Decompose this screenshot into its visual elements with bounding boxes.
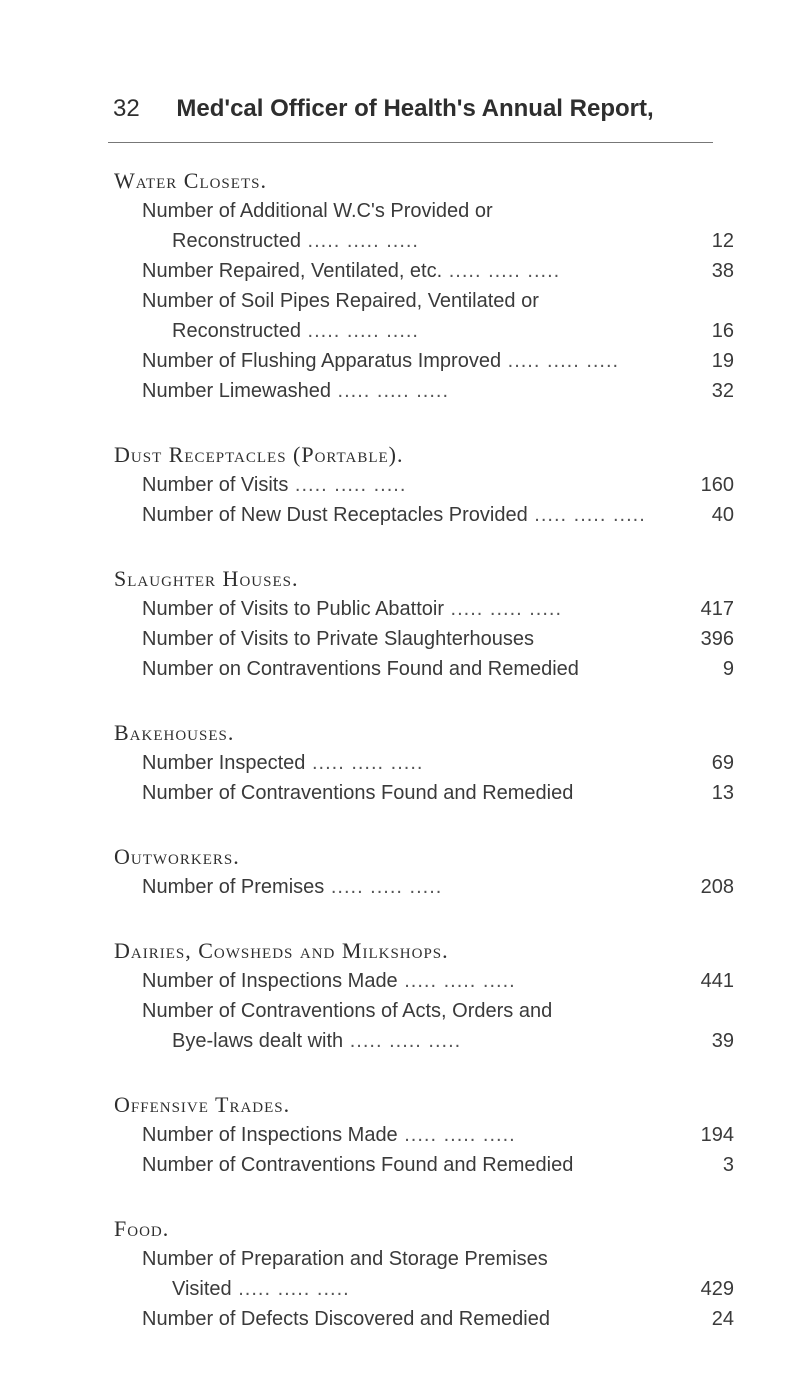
header-rule bbox=[108, 142, 713, 143]
section-title: Bakehouses. bbox=[114, 720, 235, 745]
section-title: Dust Receptacles (Portable). bbox=[114, 442, 404, 467]
section-title: Water Closets. bbox=[114, 168, 267, 193]
stat-label: Number of Flushing Apparatus Improved ..... bbox=[142, 346, 674, 376]
report-section bbox=[114, 1090, 734, 1180]
section-title: Dairies, Cowsheds and Milkshops. bbox=[114, 938, 449, 963]
stat-row bbox=[114, 470, 734, 500]
stat-row bbox=[114, 778, 734, 808]
report-section bbox=[114, 842, 734, 902]
page-header bbox=[113, 95, 713, 123]
stat-row bbox=[114, 1274, 734, 1304]
stat-label: Number of Defects Discovered and Remedied bbox=[142, 1308, 550, 1330]
stat-row bbox=[114, 376, 734, 406]
stat-row bbox=[114, 1304, 734, 1334]
stat-label: Number of Contraventions Found and Remedied bbox=[142, 1154, 574, 1176]
stat-label: Reconstructed ..... bbox=[172, 316, 674, 346]
stat-value: 24 bbox=[711, 1308, 734, 1330]
stat-value: 39 bbox=[711, 1030, 734, 1052]
stat-value: 441 bbox=[700, 970, 734, 992]
stat-label: Number Limewashed ..... bbox=[142, 376, 674, 406]
stat-value: 429 bbox=[700, 1278, 734, 1300]
stat-row bbox=[114, 1150, 734, 1180]
stat-row bbox=[114, 256, 734, 286]
stat-label: Number of Visits to Public Abattoir ..... bbox=[142, 594, 674, 624]
stat-row bbox=[114, 196, 734, 226]
stat-value: 194 bbox=[700, 1124, 734, 1146]
stat-row bbox=[114, 624, 734, 654]
stat-value: 40 bbox=[711, 504, 734, 526]
stat-label: Reconstructed ..... bbox=[172, 226, 674, 256]
stat-label: Number of Soil Pipes Repaired, Ventilated or bbox=[142, 290, 539, 312]
stat-value: 16 bbox=[711, 320, 734, 342]
report-title: Med'cal Officer of Health's Annual Report, bbox=[176, 95, 654, 122]
stat-label: Number on Contraventions Found and Remedied bbox=[142, 658, 579, 680]
stat-label: Number of Preparation and Storage Premises bbox=[142, 1248, 548, 1270]
stat-row bbox=[114, 316, 734, 346]
stat-row bbox=[114, 966, 734, 996]
section-title: Slaughter Houses. bbox=[114, 566, 299, 591]
stat-label: Number of Visits ..... bbox=[142, 470, 674, 500]
stat-value: 38 bbox=[711, 260, 734, 282]
stat-label: Number Repaired, Ventilated, etc. ..... bbox=[142, 256, 674, 286]
stat-value: 12 bbox=[711, 230, 734, 252]
page-number: 32 bbox=[113, 95, 140, 122]
stat-row bbox=[114, 1244, 734, 1274]
stat-row bbox=[114, 996, 734, 1026]
report-section bbox=[114, 936, 734, 1056]
stat-label: Number of Inspections Made ..... bbox=[142, 966, 674, 996]
section-title: Food. bbox=[114, 1216, 170, 1241]
stat-label: Number of Additional W.C's Provided or bbox=[142, 200, 493, 222]
report-section bbox=[114, 564, 734, 684]
stat-value: 3 bbox=[722, 1154, 734, 1176]
stat-value: 396 bbox=[700, 628, 734, 650]
stat-value: 208 bbox=[700, 876, 734, 898]
stat-row bbox=[114, 226, 734, 256]
report-section bbox=[114, 718, 734, 808]
report-content bbox=[114, 166, 734, 1368]
report-section bbox=[114, 1214, 734, 1334]
stat-row bbox=[114, 1026, 734, 1056]
section-title: Outworkers. bbox=[114, 844, 240, 869]
stat-row bbox=[114, 346, 734, 376]
stat-label: Number of New Dust Receptacles Provided ..... bbox=[142, 500, 674, 530]
report-section bbox=[114, 440, 734, 530]
stat-row bbox=[114, 594, 734, 624]
stat-label: Number of Contraventions of Acts, Orders and bbox=[142, 1000, 553, 1022]
section-title: Offensive Trades. bbox=[114, 1092, 291, 1117]
stat-value: 9 bbox=[722, 658, 734, 680]
stat-row bbox=[114, 500, 734, 530]
stat-value: 160 bbox=[700, 474, 734, 496]
stat-row bbox=[114, 748, 734, 778]
stat-value: 32 bbox=[711, 380, 734, 402]
stat-row bbox=[114, 654, 734, 684]
stat-value: 19 bbox=[711, 350, 734, 372]
stat-row bbox=[114, 286, 734, 316]
stat-label: Number Inspected ..... bbox=[142, 748, 674, 778]
stat-label: Number of Visits to Private Slaughterhouses bbox=[142, 628, 535, 650]
stat-label: Visited ..... bbox=[172, 1274, 674, 1304]
stat-label: Number of Premises ..... bbox=[142, 872, 674, 902]
stat-label: Bye-laws dealt with ..... bbox=[172, 1026, 674, 1056]
stat-value: 13 bbox=[711, 782, 734, 804]
stat-row bbox=[114, 872, 734, 902]
stat-label: Number of Contraventions Found and Remedied bbox=[142, 782, 574, 804]
stat-label: Number of Inspections Made ..... bbox=[142, 1120, 674, 1150]
stat-row bbox=[114, 1120, 734, 1150]
report-section bbox=[114, 166, 734, 406]
stat-value: 69 bbox=[711, 752, 734, 774]
stat-value: 417 bbox=[700, 598, 734, 620]
